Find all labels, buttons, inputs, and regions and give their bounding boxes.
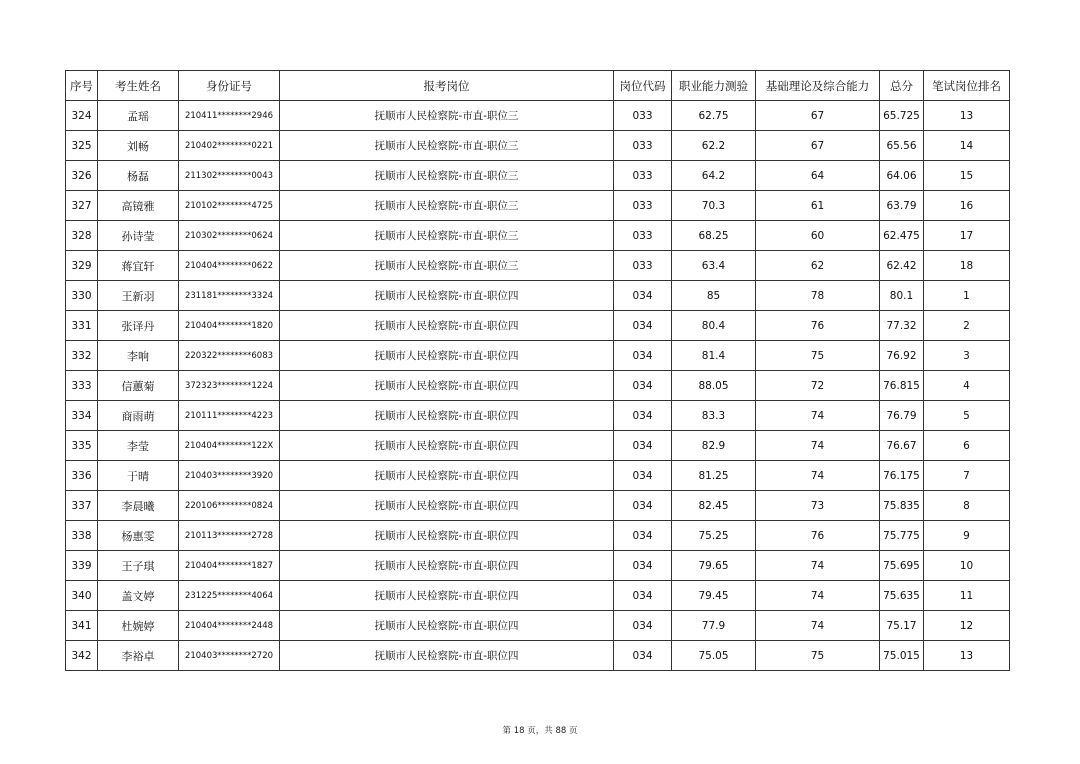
aptitude-score: 62.2: [672, 131, 756, 161]
post-name: 抚顺市人民检察院-市直-职位三: [280, 131, 614, 161]
total-score: 62.475: [880, 221, 924, 251]
post-code: 034: [614, 281, 672, 311]
aptitude-score: 64.2: [672, 161, 756, 191]
post-code: 034: [614, 371, 672, 401]
post-name: 抚顺市人民检察院-市直-职位四: [280, 521, 614, 551]
candidate-name: 王子琪: [98, 551, 179, 581]
total-score: 76.815: [880, 371, 924, 401]
candidate-name: 李莹: [98, 431, 179, 461]
total-score: 80.1: [880, 281, 924, 311]
total-score: 75.695: [880, 551, 924, 581]
id-number: 211302********0043: [179, 161, 280, 191]
aptitude-score: 62.75: [672, 101, 756, 131]
theory-score: 78: [756, 281, 880, 311]
theory-score: 62: [756, 251, 880, 281]
theory-score: 67: [756, 131, 880, 161]
row-index: 337: [66, 491, 98, 521]
post-name: 抚顺市人民检察院-市直-职位四: [280, 641, 614, 671]
row-index: 329: [66, 251, 98, 281]
id-number: 372323********1224: [179, 371, 280, 401]
candidate-name: 信蕙菊: [98, 371, 179, 401]
candidate-name: 王新羽: [98, 281, 179, 311]
post-code: 033: [614, 251, 672, 281]
aptitude-score: 77.9: [672, 611, 756, 641]
post-code: 033: [614, 131, 672, 161]
post-code: 034: [614, 401, 672, 431]
aptitude-score: 79.65: [672, 551, 756, 581]
theory-score: 74: [756, 581, 880, 611]
table-row: [66, 401, 1010, 431]
total-score: 75.17: [880, 611, 924, 641]
rank: 13: [924, 641, 1010, 671]
id-number: 210102********4725: [179, 191, 280, 221]
theory-score: 75: [756, 641, 880, 671]
table-row: [66, 131, 1010, 161]
theory-score: 76: [756, 521, 880, 551]
post-code: 034: [614, 551, 672, 581]
rank: 10: [924, 551, 1010, 581]
total-score: 75.775: [880, 521, 924, 551]
table-header-row: [66, 71, 1010, 101]
theory-score: 61: [756, 191, 880, 221]
id-number: 210404********122X: [179, 431, 280, 461]
candidate-name: 蒋宜轩: [98, 251, 179, 281]
aptitude-score: 75.05: [672, 641, 756, 671]
table-row: [66, 221, 1010, 251]
id-number: 210302********0624: [179, 221, 280, 251]
id-number: 210404********0622: [179, 251, 280, 281]
post-code: 034: [614, 491, 672, 521]
rank: 13: [924, 101, 1010, 131]
aptitude-score: 81.4: [672, 341, 756, 371]
theory-score: 74: [756, 401, 880, 431]
post-code: 034: [614, 341, 672, 371]
candidate-name: 刘畅: [98, 131, 179, 161]
aptitude-score: 82.9: [672, 431, 756, 461]
rank: 15: [924, 161, 1010, 191]
total-score: 65.725: [880, 101, 924, 131]
candidate-name: 孙诗莹: [98, 221, 179, 251]
table-row: [66, 371, 1010, 401]
row-index: 328: [66, 221, 98, 251]
candidate-name: 杨惠雯: [98, 521, 179, 551]
total-score: 64.06: [880, 161, 924, 191]
theory-score: 72: [756, 371, 880, 401]
post-name: 抚顺市人民检察院-市直-职位四: [280, 581, 614, 611]
theory-score: 74: [756, 461, 880, 491]
candidate-name: 商雨萌: [98, 401, 179, 431]
aptitude-score: 83.3: [672, 401, 756, 431]
row-index: 332: [66, 341, 98, 371]
total-score: 76.92: [880, 341, 924, 371]
table-row: [66, 521, 1010, 551]
table-row: [66, 611, 1010, 641]
page-number: 第 18 页，共 88 页: [502, 726, 578, 736]
rank: 9: [924, 521, 1010, 551]
row-index: 338: [66, 521, 98, 551]
candidate-name: 高镜雅: [98, 191, 179, 221]
total-score: 75.635: [880, 581, 924, 611]
table-row: [66, 461, 1010, 491]
header-basic-theory: 基础理论及综合能力: [756, 71, 880, 101]
theory-score: 73: [756, 491, 880, 521]
aptitude-score: 88.05: [672, 371, 756, 401]
candidate-name: 李晨曦: [98, 491, 179, 521]
aptitude-score: 68.25: [672, 221, 756, 251]
table-row: [66, 581, 1010, 611]
id-number: 220106********0824: [179, 491, 280, 521]
rank: 1: [924, 281, 1010, 311]
total-score: 77.32: [880, 311, 924, 341]
rank: 11: [924, 581, 1010, 611]
post-name: 抚顺市人民检察院-市直-职位四: [280, 611, 614, 641]
candidate-name: 张译丹: [98, 311, 179, 341]
aptitude-score: 81.25: [672, 461, 756, 491]
post-code: 034: [614, 611, 672, 641]
row-index: 330: [66, 281, 98, 311]
post-name: 抚顺市人民检察院-市直-职位三: [280, 191, 614, 221]
row-index: 339: [66, 551, 98, 581]
candidate-name: 李响: [98, 341, 179, 371]
post-name: 抚顺市人民检察院-市直-职位四: [280, 281, 614, 311]
aptitude-score: 63.4: [672, 251, 756, 281]
row-index: 340: [66, 581, 98, 611]
theory-score: 76: [756, 311, 880, 341]
row-index: 324: [66, 101, 98, 131]
table-row: [66, 161, 1010, 191]
candidate-name: 于晴: [98, 461, 179, 491]
rank: 7: [924, 461, 1010, 491]
header-post-code: 岗位代码: [614, 71, 672, 101]
header-rank: 笔试岗位排名: [924, 71, 1010, 101]
table-row: [66, 251, 1010, 281]
total-score: 76.79: [880, 401, 924, 431]
row-index: 327: [66, 191, 98, 221]
table-row: [66, 551, 1010, 581]
post-name: 抚顺市人民检察院-市直-职位三: [280, 161, 614, 191]
id-number: 210404********1820: [179, 311, 280, 341]
header-aptitude-test: 职业能力测验: [672, 71, 756, 101]
row-index: 331: [66, 311, 98, 341]
post-name: 抚顺市人民检察院-市直-职位三: [280, 251, 614, 281]
post-name: 抚顺市人民检察院-市直-职位四: [280, 401, 614, 431]
table-row: [66, 431, 1010, 461]
id-number: 210111********4223: [179, 401, 280, 431]
theory-score: 74: [756, 611, 880, 641]
post-code: 034: [614, 581, 672, 611]
candidate-name: 杨磊: [98, 161, 179, 191]
total-score: 65.56: [880, 131, 924, 161]
header-name: 考生姓名: [98, 71, 179, 101]
id-number: 210404********1827: [179, 551, 280, 581]
rank: 12: [924, 611, 1010, 641]
id-number: 231225********4064: [179, 581, 280, 611]
aptitude-score: 85: [672, 281, 756, 311]
post-code: 034: [614, 521, 672, 551]
table-row: [66, 101, 1010, 131]
total-score: 63.79: [880, 191, 924, 221]
aptitude-score: 75.25: [672, 521, 756, 551]
aptitude-score: 80.4: [672, 311, 756, 341]
post-code: 033: [614, 221, 672, 251]
rank: 5: [924, 401, 1010, 431]
post-name: 抚顺市人民检察院-市直-职位三: [280, 101, 614, 131]
row-index: 335: [66, 431, 98, 461]
post-code: 034: [614, 641, 672, 671]
aptitude-score: 82.45: [672, 491, 756, 521]
post-name: 抚顺市人民检察院-市直-职位四: [280, 461, 614, 491]
post-code: 033: [614, 191, 672, 221]
total-score: 75.835: [880, 491, 924, 521]
row-index: 341: [66, 611, 98, 641]
table-row: [66, 491, 1010, 521]
id-number: 231181********3324: [179, 281, 280, 311]
theory-score: 74: [756, 431, 880, 461]
total-score: 76.175: [880, 461, 924, 491]
post-code: 034: [614, 431, 672, 461]
theory-score: 67: [756, 101, 880, 131]
header-post: 报考岗位: [280, 71, 614, 101]
theory-score: 75: [756, 341, 880, 371]
table-row: [66, 341, 1010, 371]
row-index: 336: [66, 461, 98, 491]
post-name: 抚顺市人民检察院-市直-职位四: [280, 431, 614, 461]
id-number: 210404********2448: [179, 611, 280, 641]
total-score: 76.67: [880, 431, 924, 461]
theory-score: 64: [756, 161, 880, 191]
row-index: 342: [66, 641, 98, 671]
total-score: 75.015: [880, 641, 924, 671]
table-row: [66, 641, 1010, 671]
table-body: [66, 101, 1010, 671]
table-row: [66, 191, 1010, 221]
rank: 18: [924, 251, 1010, 281]
candidate-name: 杜婉婷: [98, 611, 179, 641]
rank: 6: [924, 431, 1010, 461]
candidate-name: 盖文婷: [98, 581, 179, 611]
rank: 14: [924, 131, 1010, 161]
id-number: 220322********6083: [179, 341, 280, 371]
rank: 3: [924, 341, 1010, 371]
post-name: 抚顺市人民检察院-市直-职位四: [280, 491, 614, 521]
post-code: 034: [614, 311, 672, 341]
theory-score: 74: [756, 551, 880, 581]
header-index: 序号: [66, 71, 98, 101]
candidate-name: 孟瑶: [98, 101, 179, 131]
post-code: 033: [614, 161, 672, 191]
rank: 8: [924, 491, 1010, 521]
theory-score: 60: [756, 221, 880, 251]
post-code: 034: [614, 461, 672, 491]
candidate-name: 李裕卓: [98, 641, 179, 671]
total-score: 62.42: [880, 251, 924, 281]
row-index: 334: [66, 401, 98, 431]
table-row: [66, 281, 1010, 311]
row-index: 326: [66, 161, 98, 191]
post-name: 抚顺市人民检察院-市直-职位四: [280, 371, 614, 401]
aptitude-score: 79.45: [672, 581, 756, 611]
row-index: 333: [66, 371, 98, 401]
table-row: [66, 311, 1010, 341]
header-total-score: 总分: [880, 71, 924, 101]
post-name: 抚顺市人民检察院-市直-职位三: [280, 221, 614, 251]
rank: 17: [924, 221, 1010, 251]
header-id-number: 身份证号: [179, 71, 280, 101]
id-number: 210402********0221: [179, 131, 280, 161]
id-number: 210403********3920: [179, 461, 280, 491]
post-code: 033: [614, 101, 672, 131]
aptitude-score: 70.3: [672, 191, 756, 221]
post-name: 抚顺市人民检察院-市直-职位四: [280, 341, 614, 371]
rank: 16: [924, 191, 1010, 221]
rank: 4: [924, 371, 1010, 401]
post-name: 抚顺市人民检察院-市直-职位四: [280, 551, 614, 581]
row-index: 325: [66, 131, 98, 161]
post-name: 抚顺市人民检察院-市直-职位四: [280, 311, 614, 341]
rank: 2: [924, 311, 1010, 341]
id-number: 210411********2946: [179, 101, 280, 131]
id-number: 210113********2728: [179, 521, 280, 551]
score-table: [65, 70, 1010, 671]
id-number: 210403********2720: [179, 641, 280, 671]
